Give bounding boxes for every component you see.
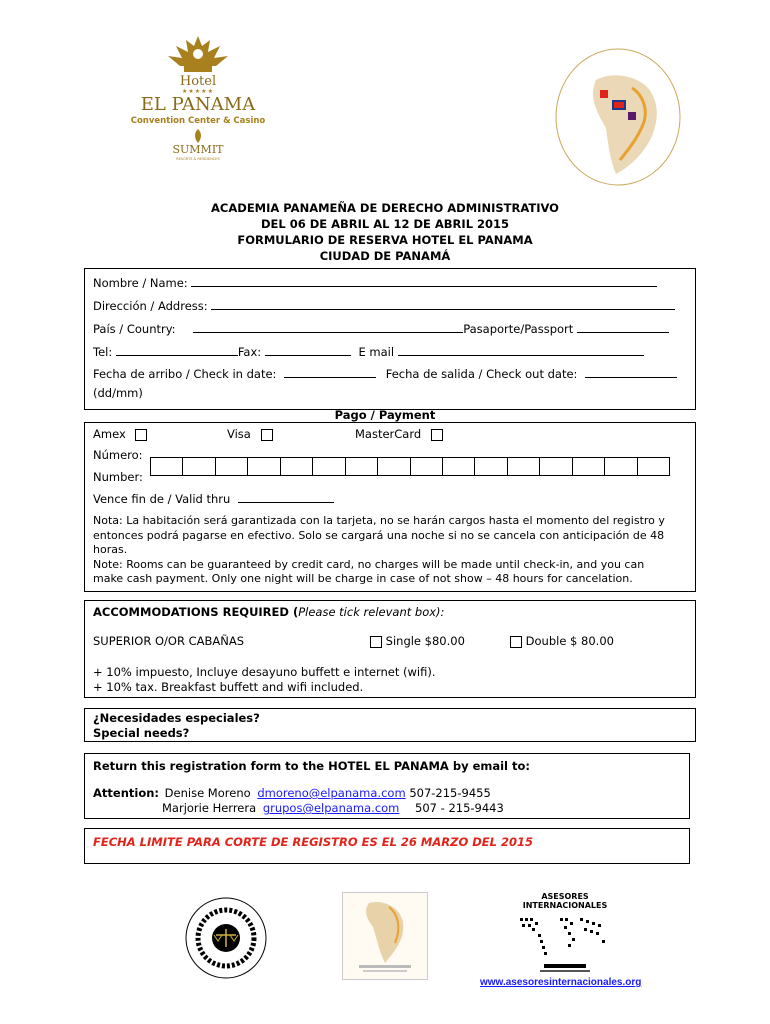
contact2-phone: 507 - 215-9443 [415, 801, 504, 815]
passport-label: Pasaporte/Passport [463, 322, 574, 336]
contact1-name: Denise Moreno [164, 786, 251, 800]
visa-label: Visa [227, 427, 251, 441]
checkout-field[interactable] [585, 376, 677, 378]
valid-thru-field[interactable] [238, 501, 334, 503]
country-label: País / Country: [93, 322, 176, 336]
card-digit-cell[interactable] [605, 458, 637, 475]
mastercard-label: MasterCard [355, 427, 422, 441]
address-label: Dirección / Address: [93, 299, 208, 313]
address-field[interactable] [211, 308, 675, 310]
return-heading: Return this registration form to the HOTEL EL PANAMA by email to: [93, 759, 530, 773]
country-field[interactable] [193, 331, 463, 333]
card-digit-cell[interactable] [183, 458, 215, 475]
foro-seal-logo [548, 42, 688, 192]
attention-label: Attention: [93, 786, 160, 800]
amex-checkbox[interactable] [135, 429, 147, 441]
foro-small-icon [343, 893, 427, 979]
asesores-title-2: INTERNACIONALES [522, 901, 608, 910]
name-label: Nombre / Name: [93, 276, 188, 290]
accommodations-hint: Please tick relevant box): [298, 605, 445, 619]
double-label: Double $ 80.00 [525, 634, 614, 648]
card-digit-cell[interactable] [378, 458, 410, 475]
note-en-line2: make cash payment. Only one night will be charge in case of not show – 48 hours for cancelation. [93, 572, 633, 586]
world-map-icon [510, 910, 620, 976]
accommodations-heading: ACCOMMODATIONS REQUIRED ( [93, 605, 299, 619]
amex-label: Amex [93, 427, 126, 441]
note-es-line2: entonces podrá pagarse en efectivo. Solo se cargará una noche si no se cancela con anticipación de 48 [93, 528, 665, 542]
payment-heading: Pago / Payment [334, 408, 436, 422]
valid-thru-label: Vence fin de / Valid thru [93, 492, 231, 506]
date-format-hint: (dd/mm) [93, 386, 143, 400]
card-digit-cell[interactable] [216, 458, 248, 475]
number-label: Number: [93, 470, 143, 484]
contact2-email-link[interactable]: grupos@elpanama.com [262, 801, 400, 815]
card-digit-cell[interactable] [540, 458, 572, 475]
deadline-text: FECHA LIMITE PARA CORTE DE REGISTRO ES EL 26 MARZO DEL 2015 [93, 835, 533, 849]
numero-label: Número: [93, 448, 143, 462]
single-checkbox[interactable] [370, 636, 382, 648]
checkin-label: Fecha de arribo / Check in date: [93, 367, 277, 381]
header-line4: CIUDAD DE PANAMÁ [319, 249, 451, 263]
payment-notes [93, 514, 693, 587]
checkout-label: Fecha de salida / Check out date: [385, 367, 578, 381]
special-needs-en: Special needs? [93, 726, 190, 740]
email-field[interactable] [398, 354, 644, 356]
email-label: E mail [358, 345, 395, 359]
visa-checkbox[interactable] [261, 429, 273, 441]
summit-name: SUMMIT [172, 143, 224, 156]
name-field[interactable] [191, 285, 657, 287]
card-digit-cell[interactable] [281, 458, 313, 475]
header-line2: DEL 06 DE ABRIL AL 12 DE ABRIL 2015 [260, 217, 510, 231]
passport-field[interactable] [577, 331, 669, 333]
hotel-el-panama-logo [118, 30, 278, 170]
academia-seal-logo [178, 893, 274, 983]
card-digit-cell[interactable] [346, 458, 378, 475]
tax-en-line: + 10% tax. Breakfast buffett and wifi included. [93, 680, 364, 694]
special-needs-es: ¿Necesidades especiales? [93, 711, 260, 725]
foro-small-logo [342, 892, 428, 980]
card-digit-cell[interactable] [248, 458, 280, 475]
card-digit-cell[interactable] [411, 458, 443, 475]
hotel-name: EL PANAMA [140, 94, 256, 115]
summit-leaf-icon [189, 128, 207, 144]
note-es-line3: horas. [93, 543, 128, 557]
card-digit-cell[interactable] [638, 458, 669, 475]
asesores-title-1: ASESORES [541, 892, 589, 901]
asesores-website-link[interactable]: www.asesoresinternacionales.org [480, 977, 642, 988]
contact1-phone: 507-215-9455 [409, 786, 491, 800]
single-label: Single $80.00 [385, 634, 465, 648]
hotel-tagline: Convention Center & Casino [130, 116, 266, 126]
foro-seal-icon [548, 42, 688, 192]
card-digit-cell[interactable] [313, 458, 345, 475]
header-line1: ACADEMIA PANAMEÑA DE DERECHO ADMINISTRATIVO [211, 201, 559, 215]
checkin-field[interactable] [284, 376, 376, 378]
academia-seal-icon [178, 893, 274, 983]
tel-label: Tel: [93, 345, 113, 359]
double-checkbox[interactable] [510, 636, 522, 648]
card-digit-cell[interactable] [573, 458, 605, 475]
room-type-label: SUPERIOR O/OR CABAÑAS [93, 634, 245, 648]
asesores-logo [510, 892, 620, 978]
contact2-name: Marjorie Herrera [162, 801, 257, 815]
contact1-email-link[interactable]: dmoreno@elpanama.com [257, 786, 406, 800]
card-digit-cell[interactable] [508, 458, 540, 475]
tel-field[interactable] [116, 354, 238, 356]
card-number-grid[interactable] [150, 457, 670, 476]
summit-sub: RESORTS & RESIDENCES [176, 157, 220, 161]
tax-es-line: + 10% impuesto, Incluye desayuno buffett e internet (wifi). [93, 665, 436, 679]
note-en-line1: Note: Rooms can be guaranteed by credit card, no charges will be made until check-in, and you can [93, 557, 645, 571]
card-digit-cell[interactable] [443, 458, 475, 475]
crown-emblem-icon [162, 34, 234, 76]
note-es-line1: Nota: La habitación será garantizada con la tarjeta, no se harán cargos hasta el momento del registro y [93, 514, 665, 527]
fax-field[interactable] [265, 354, 351, 356]
card-digit-cell[interactable] [475, 458, 507, 475]
fax-label: Fax: [237, 345, 262, 359]
hotel-stars: ★★★★★ [182, 88, 214, 95]
hotel-word: Hotel [179, 74, 217, 89]
header-line3: FORMULARIO DE RESERVA HOTEL EL PANAMA [237, 233, 533, 247]
mastercard-checkbox[interactable] [431, 429, 443, 441]
card-digit-cell[interactable] [151, 458, 183, 475]
header-title [0, 200, 770, 264]
